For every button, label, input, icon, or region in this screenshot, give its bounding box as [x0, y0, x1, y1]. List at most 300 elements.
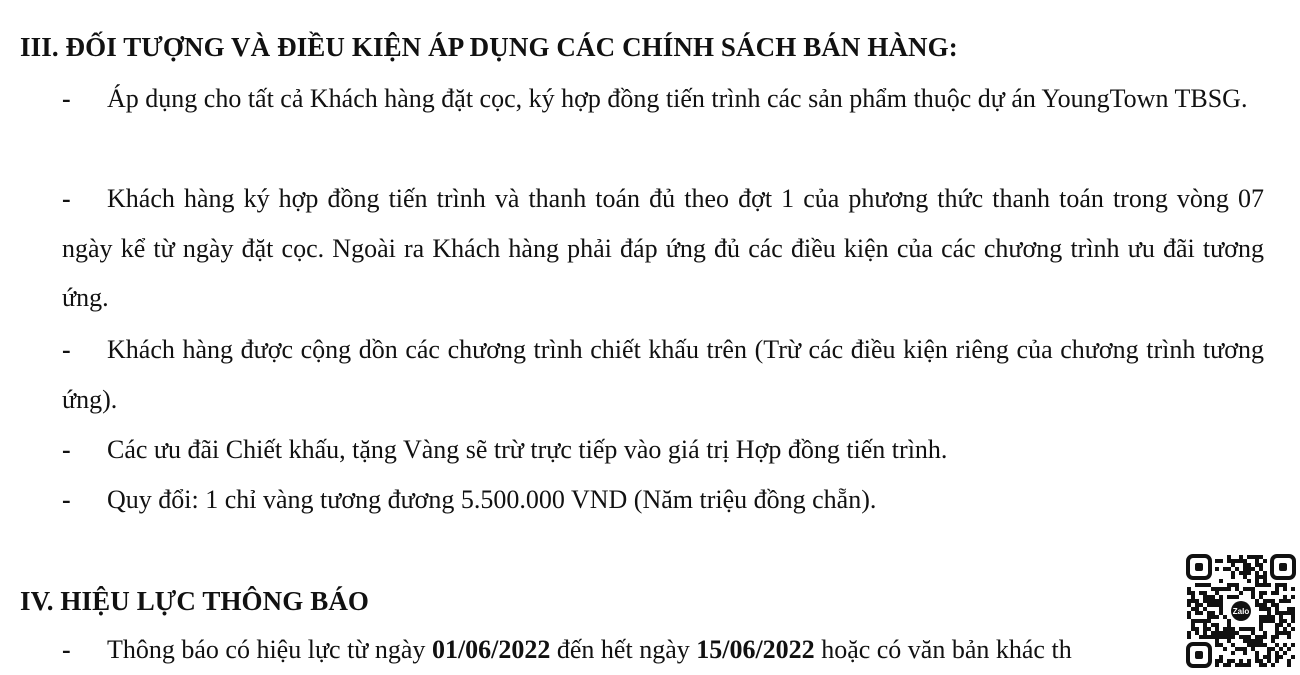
bullet-dash: - — [62, 184, 71, 213]
qr-module — [1215, 639, 1219, 643]
qr-module — [1263, 615, 1267, 619]
qr-module — [1211, 603, 1215, 607]
qr-module — [1227, 559, 1231, 563]
effective-text-part2: đến hết ngày — [550, 635, 697, 664]
qr-module — [1243, 647, 1247, 651]
qr-module — [1267, 651, 1271, 655]
qr-module — [1195, 619, 1199, 623]
qr-module — [1247, 555, 1251, 559]
qr-module — [1255, 651, 1259, 655]
qr-module — [1235, 559, 1239, 563]
qr-module — [1271, 615, 1275, 619]
qr-module — [1275, 607, 1279, 611]
qr-module — [1271, 599, 1275, 603]
qr-module — [1187, 611, 1191, 615]
list-item — [62, 74, 1264, 124]
qr-module — [1267, 615, 1271, 619]
qr-module — [1207, 603, 1211, 607]
qr-module — [1203, 595, 1207, 599]
qr-module — [1223, 627, 1227, 631]
qr-module — [1215, 615, 1219, 619]
qr-module — [1227, 623, 1231, 627]
list-item — [62, 425, 1264, 475]
qr-module — [1263, 599, 1267, 603]
qr-module — [1203, 623, 1207, 627]
qr-module — [1291, 595, 1295, 599]
qr-module — [1235, 631, 1239, 635]
qr-module — [1243, 627, 1247, 631]
qr-module — [1211, 611, 1215, 615]
qr-module — [1259, 583, 1263, 587]
qr-module — [1199, 591, 1203, 595]
qr-module — [1231, 571, 1235, 575]
qr-module — [1275, 603, 1279, 607]
qr-module — [1195, 611, 1199, 615]
qr-module — [1227, 627, 1231, 631]
qr-module — [1239, 571, 1243, 575]
qr-module — [1207, 583, 1211, 587]
qr-module — [1227, 567, 1231, 571]
qr-module — [1239, 627, 1243, 631]
qr-module — [1187, 615, 1191, 619]
qr-module — [1251, 591, 1255, 595]
zalo-qr-code[interactable] — [1185, 553, 1297, 669]
qr-module — [1219, 659, 1223, 663]
qr-module — [1203, 607, 1207, 611]
qr-module — [1291, 643, 1295, 647]
qr-module — [1211, 635, 1215, 639]
qr-module — [1203, 619, 1207, 623]
qr-module — [1243, 635, 1247, 639]
qr-module — [1291, 607, 1295, 611]
qr-module — [1283, 595, 1287, 599]
qr-module — [1243, 651, 1247, 655]
qr-module — [1227, 555, 1231, 559]
qr-module — [1195, 627, 1199, 631]
qr-module — [1223, 567, 1227, 571]
qr-module — [1287, 647, 1291, 651]
qr-module — [1231, 659, 1235, 663]
qr-module — [1255, 643, 1259, 647]
qr-module — [1283, 619, 1287, 623]
qr-module — [1231, 643, 1235, 647]
qr-module — [1291, 611, 1295, 615]
qr-module — [1219, 559, 1223, 563]
qr-module — [1215, 599, 1219, 603]
qr-module — [1291, 587, 1295, 591]
qr-module — [1247, 663, 1251, 667]
qr-module — [1263, 643, 1267, 647]
qr-module — [1187, 587, 1191, 591]
qr-module — [1215, 631, 1219, 635]
zalo-label: Zalo — [1232, 607, 1250, 616]
qr-module — [1223, 615, 1227, 619]
qr-module — [1267, 583, 1271, 587]
qr-module — [1239, 555, 1243, 559]
qr-module — [1263, 663, 1267, 667]
qr-module — [1211, 587, 1215, 591]
section-4-heading: IV. HIỆU LỰC THÔNG BÁO — [20, 586, 370, 616]
qr-module — [1275, 611, 1279, 615]
qr-module — [1251, 595, 1255, 599]
qr-module — [1287, 659, 1291, 663]
bullet-dash: - — [62, 84, 71, 113]
bullet-dash: - — [62, 635, 71, 664]
qr-module — [1247, 635, 1251, 639]
bullet-dash: - — [62, 485, 71, 514]
qr-module — [1215, 623, 1219, 627]
qr-module — [1215, 567, 1219, 571]
qr-module — [1211, 595, 1215, 599]
qr-module — [1211, 623, 1215, 627]
qr-module — [1187, 599, 1191, 603]
qr-module — [1271, 591, 1275, 595]
qr-module — [1207, 595, 1211, 599]
qr-module — [1259, 615, 1263, 619]
qr-module — [1263, 559, 1267, 563]
qr-module — [1239, 635, 1243, 639]
list-item — [62, 475, 1264, 525]
qr-module — [1275, 591, 1279, 595]
qr-module — [1251, 567, 1255, 571]
qr-module — [1191, 623, 1195, 627]
qr-module — [1219, 631, 1223, 635]
qr-module — [1203, 635, 1207, 639]
qr-module — [1259, 567, 1263, 571]
qr-module — [1251, 631, 1255, 635]
qr-module — [1255, 659, 1259, 663]
qr-module — [1191, 627, 1195, 631]
qr-module — [1255, 559, 1259, 563]
qr-module — [1279, 615, 1283, 619]
qr-module — [1259, 623, 1263, 627]
section-3-heading: III. ĐỐI TƯỢNG VÀ ĐIỀU KIỆN ÁP DỤNG CÁC CHÍNH SÁCH BÁN HÀNG: — [20, 32, 958, 62]
qr-module — [1279, 583, 1283, 587]
qr-module — [1267, 659, 1271, 663]
qr-module — [1207, 611, 1211, 615]
qr-module — [1187, 603, 1191, 607]
qr-module — [1227, 631, 1231, 635]
qr-module — [1215, 663, 1219, 667]
qr-module — [1267, 647, 1271, 651]
qr-module — [1235, 583, 1239, 587]
qr-module — [1263, 591, 1267, 595]
qr-module — [1247, 567, 1251, 571]
qr-module — [1219, 603, 1223, 607]
qr-module — [1259, 603, 1263, 607]
qr-module — [1227, 663, 1231, 667]
qr-module — [1287, 623, 1291, 627]
qr-module — [1243, 563, 1247, 567]
qr-module — [1239, 659, 1243, 663]
qr-module — [1247, 571, 1251, 575]
qr-module — [1279, 647, 1283, 651]
zalo-logo — [1229, 599, 1253, 623]
qr-module — [1267, 607, 1271, 611]
qr-module — [1215, 603, 1219, 607]
qr-module — [1219, 607, 1223, 611]
qr-module — [1263, 619, 1267, 623]
qr-module — [1239, 647, 1243, 651]
qr-module — [1203, 627, 1207, 631]
qr-module — [1243, 587, 1247, 591]
qr-module — [1203, 591, 1207, 595]
qr-module — [1227, 659, 1231, 663]
list-item-text — [62, 625, 1192, 675]
qr-module — [1255, 575, 1259, 579]
qr-module — [1215, 659, 1219, 663]
qr-module — [1263, 631, 1267, 635]
qr-module — [1247, 563, 1251, 567]
qr-module — [1195, 603, 1199, 607]
qr-module — [1267, 599, 1271, 603]
qr-module — [1247, 627, 1251, 631]
qr-module — [1191, 599, 1195, 603]
qr-module — [1219, 587, 1223, 591]
qr-module — [1215, 559, 1219, 563]
qr-module — [1223, 587, 1227, 591]
qr-module — [1219, 635, 1223, 639]
qr-module — [1191, 595, 1195, 599]
qr-module — [1283, 631, 1287, 635]
qr-module — [1239, 559, 1243, 563]
qr-module — [1275, 635, 1279, 639]
qr-module — [1255, 603, 1259, 607]
qr-module — [1279, 619, 1283, 623]
qr-module — [1247, 587, 1251, 591]
qr-module — [1187, 631, 1191, 635]
qr-module — [1223, 635, 1227, 639]
list-item-text: Khách hàng được cộng dồn các chương trình chiết khấu trên (Trừ các điều kiện riêng của chương trình tương ứng). — [62, 335, 1264, 414]
qr-module — [1259, 635, 1263, 639]
qr-module — [1251, 639, 1255, 643]
qr-module — [1283, 583, 1287, 587]
qr-module — [1275, 651, 1279, 655]
qr-module — [1283, 651, 1287, 655]
qr-module — [1287, 663, 1291, 667]
qr-module — [1231, 635, 1235, 639]
qr-module — [1263, 603, 1267, 607]
qr-module — [1259, 639, 1263, 643]
qr-module — [1259, 663, 1263, 667]
qr-module — [1235, 595, 1239, 599]
qr-module — [1291, 627, 1295, 631]
qr-module — [1239, 591, 1243, 595]
list-item-text: Các ưu đãi Chiết khấu, tặng Vàng sẽ trừ trực tiếp vào giá trị Hợp đồng tiến trình. — [107, 435, 948, 464]
qr-module — [1291, 619, 1295, 623]
qr-module — [1227, 595, 1231, 599]
qr-module — [1283, 599, 1287, 603]
qr-module — [1227, 587, 1231, 591]
qr-module — [1255, 599, 1259, 603]
qr-module — [1291, 615, 1295, 619]
qr-module — [1243, 575, 1247, 579]
qr-module — [1255, 563, 1259, 567]
qr-module — [1255, 579, 1259, 583]
bullet-dash: - — [62, 335, 71, 364]
qr-module — [1191, 591, 1195, 595]
list-item — [62, 625, 1192, 675]
qr-module — [1199, 611, 1203, 615]
qr-module — [1227, 639, 1231, 643]
qr-module — [1275, 643, 1279, 647]
qr-module — [1203, 599, 1207, 603]
qr-module — [1259, 555, 1263, 559]
qr-module — [1243, 663, 1247, 667]
qr-module — [1191, 619, 1195, 623]
qr-module — [1203, 583, 1207, 587]
qr-module — [1259, 627, 1263, 631]
qr-module — [1235, 587, 1239, 591]
qr-module — [1215, 627, 1219, 631]
qr-module — [1195, 631, 1199, 635]
qr-module — [1275, 587, 1279, 591]
qr-module — [1207, 615, 1211, 619]
qr-module — [1279, 655, 1283, 659]
qr-module — [1259, 591, 1263, 595]
qr-module — [1287, 599, 1291, 603]
qr-module — [1259, 563, 1263, 567]
qr-module — [1251, 647, 1255, 651]
qr-module — [1227, 583, 1231, 587]
qr-module — [1195, 583, 1199, 587]
qr-module — [1263, 583, 1267, 587]
list-item-text: Khách hàng ký hợp đồng tiến trình và thanh toán đủ theo đợt 1 của phương thức thanh toán trong vòng 07 ngày kể từ ngày đặt cọc. Ngoài ra Khách hàng phải đáp ứng đủ các điều kiện của các chương trình ưu đãi tương ứng. — [62, 184, 1264, 312]
qr-module — [1267, 655, 1271, 659]
qr-module — [1255, 655, 1259, 659]
qr-module — [1259, 595, 1263, 599]
qr-module — [1211, 631, 1215, 635]
qr-module — [1267, 611, 1271, 615]
qr-module — [1243, 571, 1247, 575]
qr-module — [1251, 643, 1255, 647]
qr-module — [1287, 607, 1291, 611]
qr-module — [1231, 583, 1235, 587]
qr-module — [1271, 635, 1275, 639]
qr-module — [1211, 599, 1215, 603]
qr-module — [1279, 599, 1283, 603]
qr-module — [1219, 595, 1223, 599]
qr-module — [1243, 639, 1247, 643]
qr-module — [1263, 571, 1267, 575]
qr-module — [1275, 631, 1279, 635]
qr-module — [1215, 635, 1219, 639]
qr-module — [1259, 643, 1263, 647]
qr-module — [1239, 663, 1243, 667]
qr-module — [1283, 587, 1287, 591]
qr-module — [1199, 583, 1203, 587]
qr-module — [1215, 591, 1219, 595]
qr-module — [1251, 587, 1255, 591]
qr-module — [1275, 659, 1279, 663]
qr-module — [1263, 607, 1267, 611]
qr-module — [1271, 647, 1275, 651]
qr-module — [1247, 579, 1251, 583]
qr-module — [1263, 655, 1267, 659]
start-date: 01/06/2022 — [431, 635, 551, 664]
qr-module — [1199, 635, 1203, 639]
qr-module — [1287, 611, 1291, 615]
qr-module — [1275, 583, 1279, 587]
qr-module — [1279, 631, 1283, 635]
qr-module — [1283, 627, 1287, 631]
qr-module — [1199, 619, 1203, 623]
effective-text-part3: hoặc có văn bản khác th — [814, 635, 1072, 664]
qr-module — [1219, 655, 1223, 659]
qr-module — [1247, 639, 1251, 643]
qr-module — [1275, 623, 1279, 627]
qr-module — [1247, 659, 1251, 663]
qr-module — [1219, 643, 1223, 647]
qr-module — [1243, 559, 1247, 563]
qr-module — [1283, 643, 1287, 647]
qr-module — [1219, 599, 1223, 603]
qr-module — [1227, 635, 1231, 639]
qr-module — [1243, 567, 1247, 571]
qr-module — [1235, 663, 1239, 667]
qr-module — [1223, 647, 1227, 651]
qr-module — [1279, 623, 1283, 627]
qr-module — [1271, 603, 1275, 607]
qr-module — [1231, 563, 1235, 567]
qr-module — [1227, 619, 1231, 623]
qr-module — [1263, 575, 1267, 579]
qr-module — [1187, 635, 1191, 639]
qr-module — [1199, 603, 1203, 607]
qr-module — [1203, 631, 1207, 635]
qr-module — [1267, 619, 1271, 623]
qr-code-icon — [1185, 553, 1297, 669]
qr-module — [1187, 591, 1191, 595]
list-item-text: Quy đổi: 1 chỉ vàng tương đương 5.500.000 VND (Năm triệu đồng chẵn). — [107, 485, 877, 514]
qr-module — [1231, 631, 1235, 635]
qr-module — [1251, 555, 1255, 559]
qr-module — [1219, 611, 1223, 615]
qr-module — [1287, 635, 1291, 639]
qr-module — [1259, 575, 1263, 579]
list-item-text: Áp dụng cho tất cả Khách hàng đặt cọc, ký hợp đồng tiến trình các sản phẩm thuộc dự án YoungTown TBSG. — [107, 84, 1248, 113]
list-item — [62, 174, 1264, 323]
qr-module — [1231, 575, 1235, 579]
qr-module — [1231, 559, 1235, 563]
qr-module — [1255, 635, 1259, 639]
qr-module — [1207, 635, 1211, 639]
qr-module — [1263, 635, 1267, 639]
qr-module — [1255, 639, 1259, 643]
qr-module — [1275, 627, 1279, 631]
qr-module — [1215, 587, 1219, 591]
qr-module — [1231, 651, 1235, 655]
qr-module — [1195, 599, 1199, 603]
qr-module — [1255, 555, 1259, 559]
qr-module — [1231, 627, 1235, 631]
end-date: 15/06/2022 — [696, 635, 815, 664]
qr-module — [1275, 655, 1279, 659]
qr-module — [1219, 579, 1223, 583]
qr-module — [1255, 583, 1259, 587]
qr-module — [1271, 639, 1275, 643]
qr-module — [1247, 643, 1251, 647]
qr-module — [1231, 595, 1235, 599]
qr-module — [1271, 619, 1275, 623]
qr-module — [1195, 607, 1199, 611]
qr-module — [1259, 619, 1263, 623]
qr-module — [1251, 627, 1255, 631]
qr-module — [1271, 663, 1275, 667]
qr-module — [1191, 607, 1195, 611]
qr-module — [1279, 611, 1283, 615]
qr-module — [1223, 663, 1227, 667]
